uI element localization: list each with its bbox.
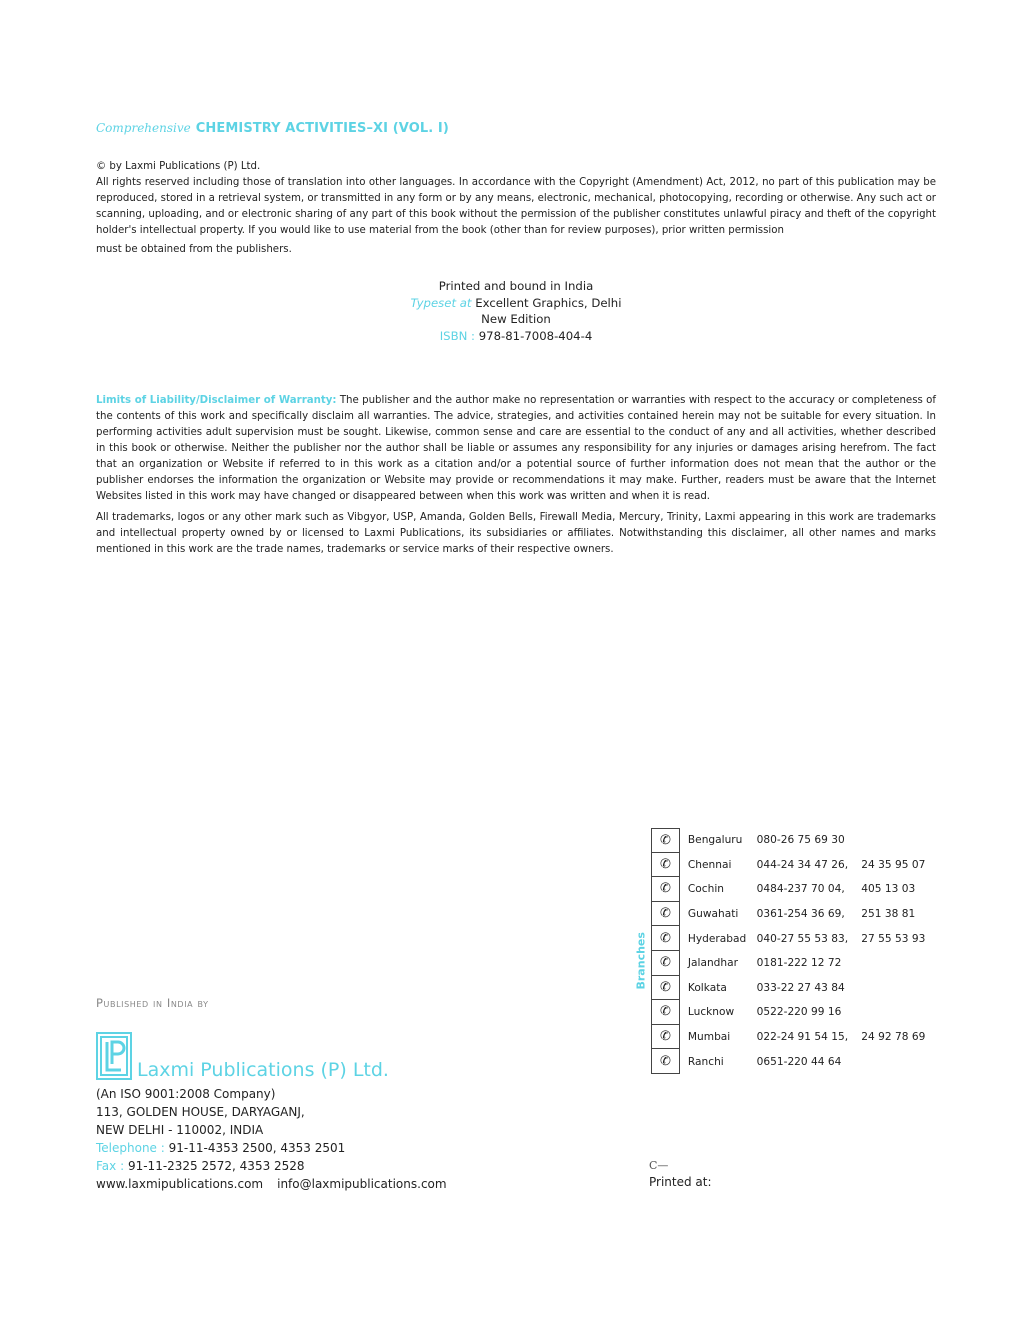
branch-row (652, 1000, 941, 1025)
publisher-name: Laxmi Publications (P) Ltd. (137, 1059, 389, 1081)
branch-city: Jalandhar (687, 957, 738, 970)
telephone-label: Telephone : (96, 1141, 165, 1155)
branch-phone: 044-24 34 47 26, (756, 858, 849, 871)
publisher-logo (96, 1032, 132, 1080)
title-main: CHEMISTRY ACTIVITIES–XI (VOL. I) (195, 121, 449, 136)
telephone-icon: ✆ (652, 976, 680, 1001)
disclaimer-paragraph (96, 393, 936, 505)
disclaimer-block (96, 393, 936, 558)
fax-value: 91-11-2325 2572, 4353 2528 (127, 1159, 305, 1173)
branches-table (651, 828, 941, 1074)
branches-label: Branches (634, 932, 648, 990)
address-line-2: NEW DELHI - 110002, INDIA (96, 1123, 264, 1137)
copyright-block (96, 159, 936, 258)
typeset-value: Excellent Graphics, Delhi (475, 295, 622, 310)
rights-paragraph: All rights reserved including those of translation into other languages. In accordance with the Copyright (Amendment) Act, 2012, no part of this publication may be reproduced, stored in a retrieval system, or transmitted in any form or by any means, electronic, mechanical, photocopying, recording or otherwise. Any such act or scanning, uploading, and or electronic sharing of any part of this book without the permission of the publisher constitutes unlawful piracy and theft of the copyright holder's intellectual property. If you would like to use material from the book (other than for review purposes), prior written permission (96, 177, 936, 236)
lp-logo-icon (98, 1034, 130, 1078)
title-script: Comprehensive (96, 121, 191, 135)
iso-line: (An ISO 9001:2008 Company) (96, 1087, 276, 1101)
branch-row (652, 951, 941, 976)
telephone-icon: ✆ (652, 902, 680, 927)
printed-line: Printed and bound in India (438, 279, 594, 293)
branch-phone: 0651-220 44 64 (756, 1055, 842, 1068)
branch-row (652, 926, 941, 951)
branch-phone-alt: 27 55 53 93 (861, 932, 926, 945)
printer-code: C— (649, 1159, 669, 1172)
edition-line: New Edition (481, 312, 551, 327)
telephone-line (96, 1139, 447, 1157)
copyright-line: © by Laxmi Publications (P) Ltd. (96, 161, 261, 172)
branch-row (652, 976, 941, 1001)
address-line-1: 113, GOLDEN HOUSE, DARYAGANJ, (96, 1105, 305, 1119)
branch-phone: 080-26 75 69 30 (756, 834, 845, 847)
telephone-icon: ✆ (652, 1000, 680, 1025)
branch-phone: 0361-254 36 69, (756, 908, 845, 921)
telephone-icon: ✆ (652, 951, 680, 976)
branch-city: Bengaluru (687, 834, 743, 847)
publisher-address (96, 1085, 447, 1193)
contact-line (96, 1175, 447, 1193)
branch-row (652, 853, 941, 878)
isbn-value: 978-81-7008-404-4 (478, 329, 593, 344)
telephone-value: 91-11-4353 2500, 4353 2501 (168, 1141, 346, 1155)
branch-row (652, 1049, 941, 1074)
telephone-icon: ✆ (652, 1049, 680, 1074)
branch-phone: 022-24 91 54 15, (756, 1031, 849, 1044)
trademarks-paragraph: All trademarks, logos or any other mark such as Vibgyor, USP, Amanda, Golden Bells, Firewall Media, Mercury, Trinity, Laxmi appearing in this work are trademarks and intellectual property owned by or licensed to Laxmi Publications, its subsidiaries or affiliates. Notwithstanding this disclaimer, all other names and marks mentioned in this work are the trade names, trademarks or service marks of their respective owners. (96, 512, 936, 555)
branch-city: Lucknow (687, 1006, 735, 1019)
branch-phone-alt: 24 35 95 07 (861, 858, 926, 871)
telephone-icon: ✆ (652, 1025, 680, 1050)
branch-phone: 040-27 55 53 83, (756, 932, 849, 945)
disclaimer-heading: Limits of Liability/Disclaimer of Warranty: (96, 395, 337, 406)
fax-line (96, 1157, 447, 1175)
branch-city: Ranchi (687, 1055, 724, 1068)
branch-city: Mumbai (687, 1031, 731, 1044)
isbn-line (96, 328, 936, 345)
book-title (96, 121, 449, 136)
branch-city: Hyderabad (687, 932, 747, 945)
branch-phone-alt: 24 92 78 69 (861, 1031, 926, 1044)
email-link[interactable]: info@laxmipublications.com (277, 1177, 447, 1191)
telephone-icon: ✆ (652, 828, 680, 853)
branch-phone: 033-22 27 43 84 (756, 981, 845, 994)
branch-city: Guwahati (687, 908, 739, 921)
typeset-line (96, 295, 936, 312)
published-by: Published in India by (96, 996, 209, 1010)
branch-phone: 0484-237 70 04, (756, 883, 845, 896)
telephone-icon: ✆ (652, 853, 680, 878)
isbn-label: ISBN : (439, 329, 475, 344)
branch-phone-alt: 405 13 03 (861, 883, 916, 896)
website-link[interactable]: www.laxmipublications.com (96, 1177, 264, 1191)
printed-at-label: Printed at: (649, 1175, 712, 1189)
branch-city: Chennai (687, 858, 732, 871)
branch-phone: 0181-222 12 72 (756, 957, 842, 970)
branch-row (652, 1025, 941, 1050)
branch-phone-alt: 251 38 81 (861, 908, 916, 921)
disclaimer-body: The publisher and the author make no representation or warranties with respect to the accuracy or completeness of the contents of this work and specifically disclaim all warranties. The advice, strategies, and activities contained herein may not be suitable for every situation. In performing activities adult supervision must be sought. Likewise, common sense and care are essential to the conduct of any and all activities, whether described in this book or otherwise. Neither the publisher nor the author shall be liable or assumes any responsibility for any injuries or damages arising herefrom. The fact that an organization or Website if referred to in this work as a citation and/or a potential source of further information does not mean that the author or the publisher endorses the information the organization or Website may provide or recommendations it may make. Further, readers must be aware that the Internet Websites listed in this work may have changed or disappeared between when this work was written and when it is read. (96, 395, 936, 502)
telephone-icon: ✆ (652, 877, 680, 902)
branch-row (652, 877, 941, 902)
branch-phone: 0522-220 99 16 (756, 1006, 842, 1019)
typeset-label: Typeset at (410, 295, 472, 310)
branch-row (652, 902, 941, 927)
fax-label: Fax : (96, 1159, 125, 1173)
printed-at-block (649, 1157, 712, 1191)
rights-last-line: must be obtained from the publishers. (96, 244, 292, 255)
branch-city: Kolkata (687, 981, 727, 994)
telephone-icon: ✆ (652, 926, 680, 951)
branch-city: Cochin (687, 883, 724, 896)
print-info (96, 278, 936, 345)
branch-row (652, 828, 941, 853)
